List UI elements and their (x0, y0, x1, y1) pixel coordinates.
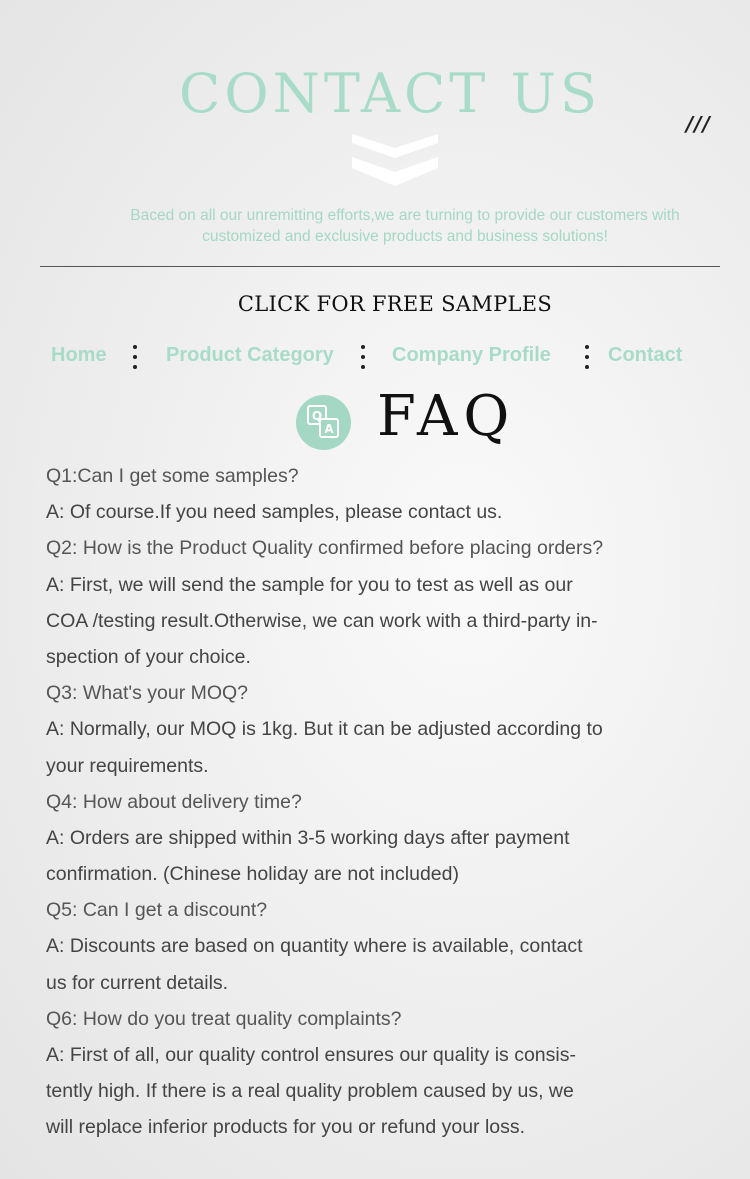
page-title: CONTACT US (179, 62, 601, 125)
faq-answer-line: spection of your choice. (46, 645, 251, 668)
faq-answer-line: confirmation. (Chinese holiday are not included) (46, 863, 459, 886)
faq-answer-line: your requirements. (46, 754, 209, 777)
vertical-dots-separator-icon (133, 345, 137, 375)
nav-company-profile[interactable]: Company Profile (392, 344, 551, 366)
nav-contact[interactable]: Contact (608, 344, 683, 366)
divider (40, 266, 720, 267)
nav-home[interactable]: Home (51, 344, 107, 366)
faq-question-5: Q5: Can I get a discount? (46, 899, 268, 922)
qa-icon (296, 395, 351, 450)
faq-question-3: Q3: What's your MOQ? (46, 682, 249, 705)
faq-answer-line: us for current details. (46, 971, 229, 994)
faq-answer-line: A: First of all, our quality control ensures our quality is consis- (46, 1044, 576, 1066)
double-chevron-down-icon (352, 130, 438, 188)
vertical-dots-separator-icon (585, 345, 589, 375)
qa-icon-q: Q (311, 409, 323, 423)
qa-icon-a: A (324, 422, 334, 436)
tagline-line-2: customized and exclusive products and business solutions! (202, 228, 608, 245)
faq-answer-line: A: First, we will send the sample for you to test as well as our (46, 573, 573, 596)
tagline-line-1: Baced on all our unremitting efforts,we are turning to provide our customers with (130, 207, 680, 224)
nav-product-category[interactable]: Product Category (166, 344, 334, 366)
faq-answer-line: A: Normally, our MOQ is 1kg. But it can be adjusted according to (46, 718, 603, 741)
faq-answer-line: tently high. If there is a real quality problem caused by us, we (46, 1080, 574, 1103)
faq-answer-line: COA /testing result.Otherwise, we can work with a third-party in- (46, 609, 598, 632)
faq-list (46, 458, 696, 1146)
faq-answer-line: A: Orders are shipped within 3-5 working days after payment (46, 826, 570, 849)
faq-answer-line: A: Discounts are based on quantity where is available, contact (46, 935, 583, 958)
slash-decoration: /// (686, 112, 711, 136)
faq-question-2: Q2: How is the Product Quality confirmed before placing orders? (46, 537, 604, 560)
faq-question-4: Q4: How about delivery time? (46, 790, 302, 813)
tagline (100, 205, 710, 247)
faq-answer-line: will replace inferior products for you or refund your loss. (46, 1116, 526, 1139)
faq-question-1: Q1:Can I get some samples? (46, 465, 299, 487)
vertical-dots-separator-icon (361, 345, 365, 375)
faq-question-6: Q6: How do you treat quality complaints? (46, 1007, 402, 1030)
faq-title: FAQ (377, 384, 516, 449)
faq-answer-line: A: Of course.If you need samples, please contact us. (46, 501, 503, 524)
free-samples-link[interactable]: CLICK FOR FREE SAMPLES (237, 292, 553, 316)
